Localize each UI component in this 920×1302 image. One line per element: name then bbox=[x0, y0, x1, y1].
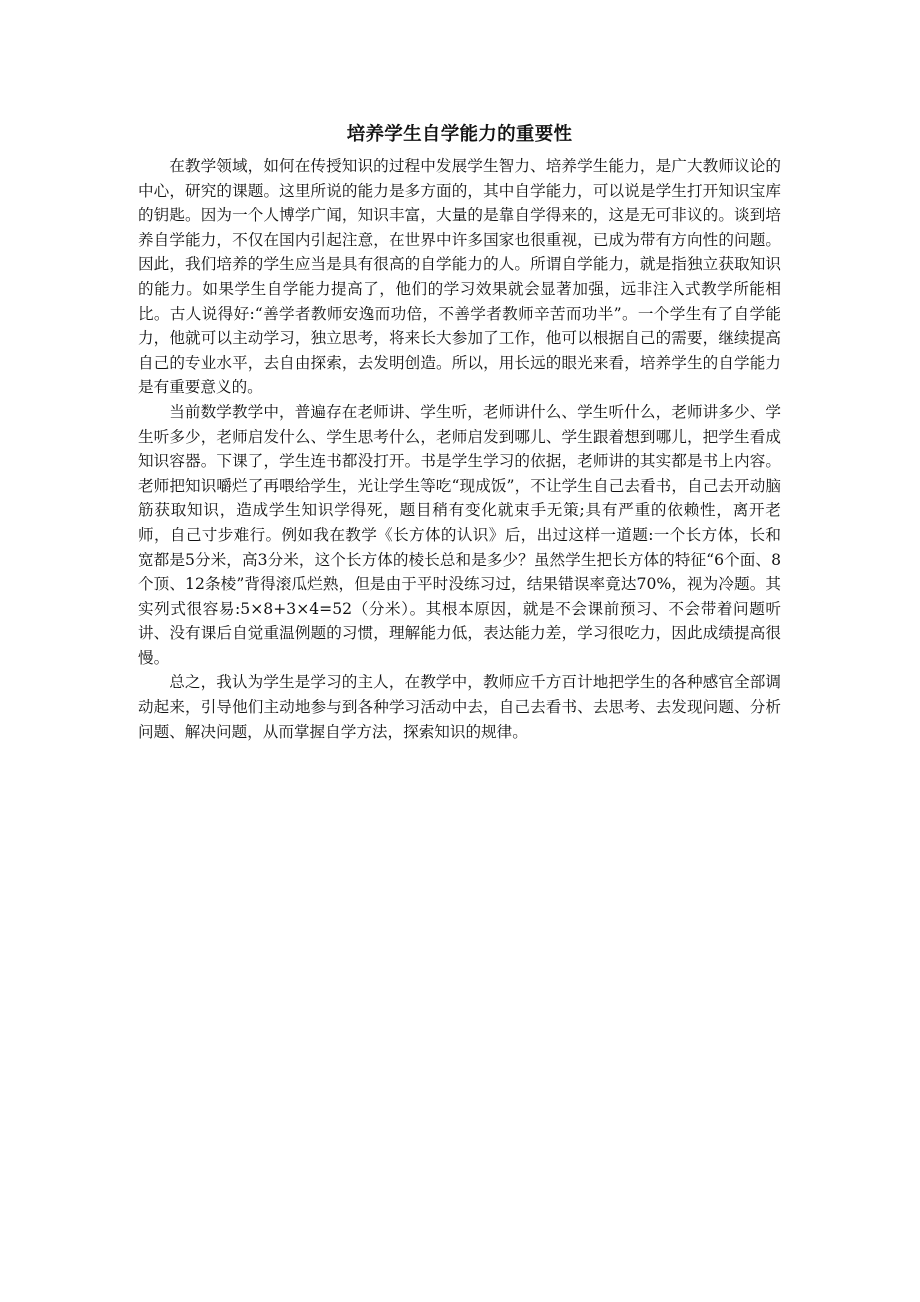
paragraph-3: 总之，我认为学生是学习的主人，在教学中，教师应千方百计地把学生的各种感官全部调动起来，引导他们主动地参与到各种学习活动中去，自己去看书、去思考、去发现问题、分析问题、解决问题，从而掌握自学方法，探索知识的规律。 bbox=[138, 673, 781, 741]
paragraph-2: 当前数学教学中，普遍存在老师讲、学生听，老师讲什么、学生听什么，老师讲多少、学生听多少，老师启发什么、学生思考什么，老师启发到哪儿、学生跟着想到哪儿，把学生看成知识容器。下课了，学生连书都没打开。书是学生学习的依据，老师讲的其实都是书上内容。老师把知识嚼烂了再喂给学生，光让学生等吃“现成饭”，不让学生自己去看书，自己去开动脑筋获取知识，造成学生知识学得死，题目稍有变化就束手无策;具有严重的依赖性，离开老师，自己寸步难行。例如我在教学《长方体的认识》后，出过这样一道题:一个长方体，长和宽都是5分米，高3分米，这个长方体的棱长总和是多少？虽然学生把长方体的特征“6个面、8个顶、12条棱”背得滚瓜烂熟，但是由于平时没练习过，结果错误率竟达70%，视为冷题。其实列式很容易:5×8+3×4=52（分米）。其根本原因，就是不会课前预习、不会带着问题听讲、没有课后自觉重温例题的习惯，理解能力低，表达能力差，学习很吃力，因此成绩提高很慢。 bbox=[138, 402, 781, 667]
document-body bbox=[138, 122, 781, 744]
document-title: 培养学生自学能力的重要性 bbox=[346, 124, 573, 145]
paragraph-1: 在教学领域，如何在传授知识的过程中发展学生智力、培养学生能力，是广大教师议论的中心，研究的课题。这里所说的能力是多方面的，其中自学能力，可以说是学生打开知识宝库的钥匙。因为一个人博学广闻，知识丰富，大量的是靠自学得来的，这是无可非议的。谈到培养自学能力，不仅在国内引起注意，在世界中许多国家也很重视，已成为带有方向性的问题。因此，我们培养的学生应当是具有很高的自学能力的人。所谓自学能力，就是指独立获取知识的能力。如果学生自学能力提高了，他们的学习效果就会显著加强，远非注入式教学所能相比。古人说得好:“善学者教师安逸而功倍，不善学者教师辛苦而功半”。一个学生有了自学能力，他就可以主动学习，独立思考，将来长大参加了工作，他可以根据自己的需要，继续提高自己的专业水平，去自由探索，去发明创造。所以，用长远的眼光来看，培养学生的自学能力是有重要意义的。 bbox=[138, 157, 781, 397]
